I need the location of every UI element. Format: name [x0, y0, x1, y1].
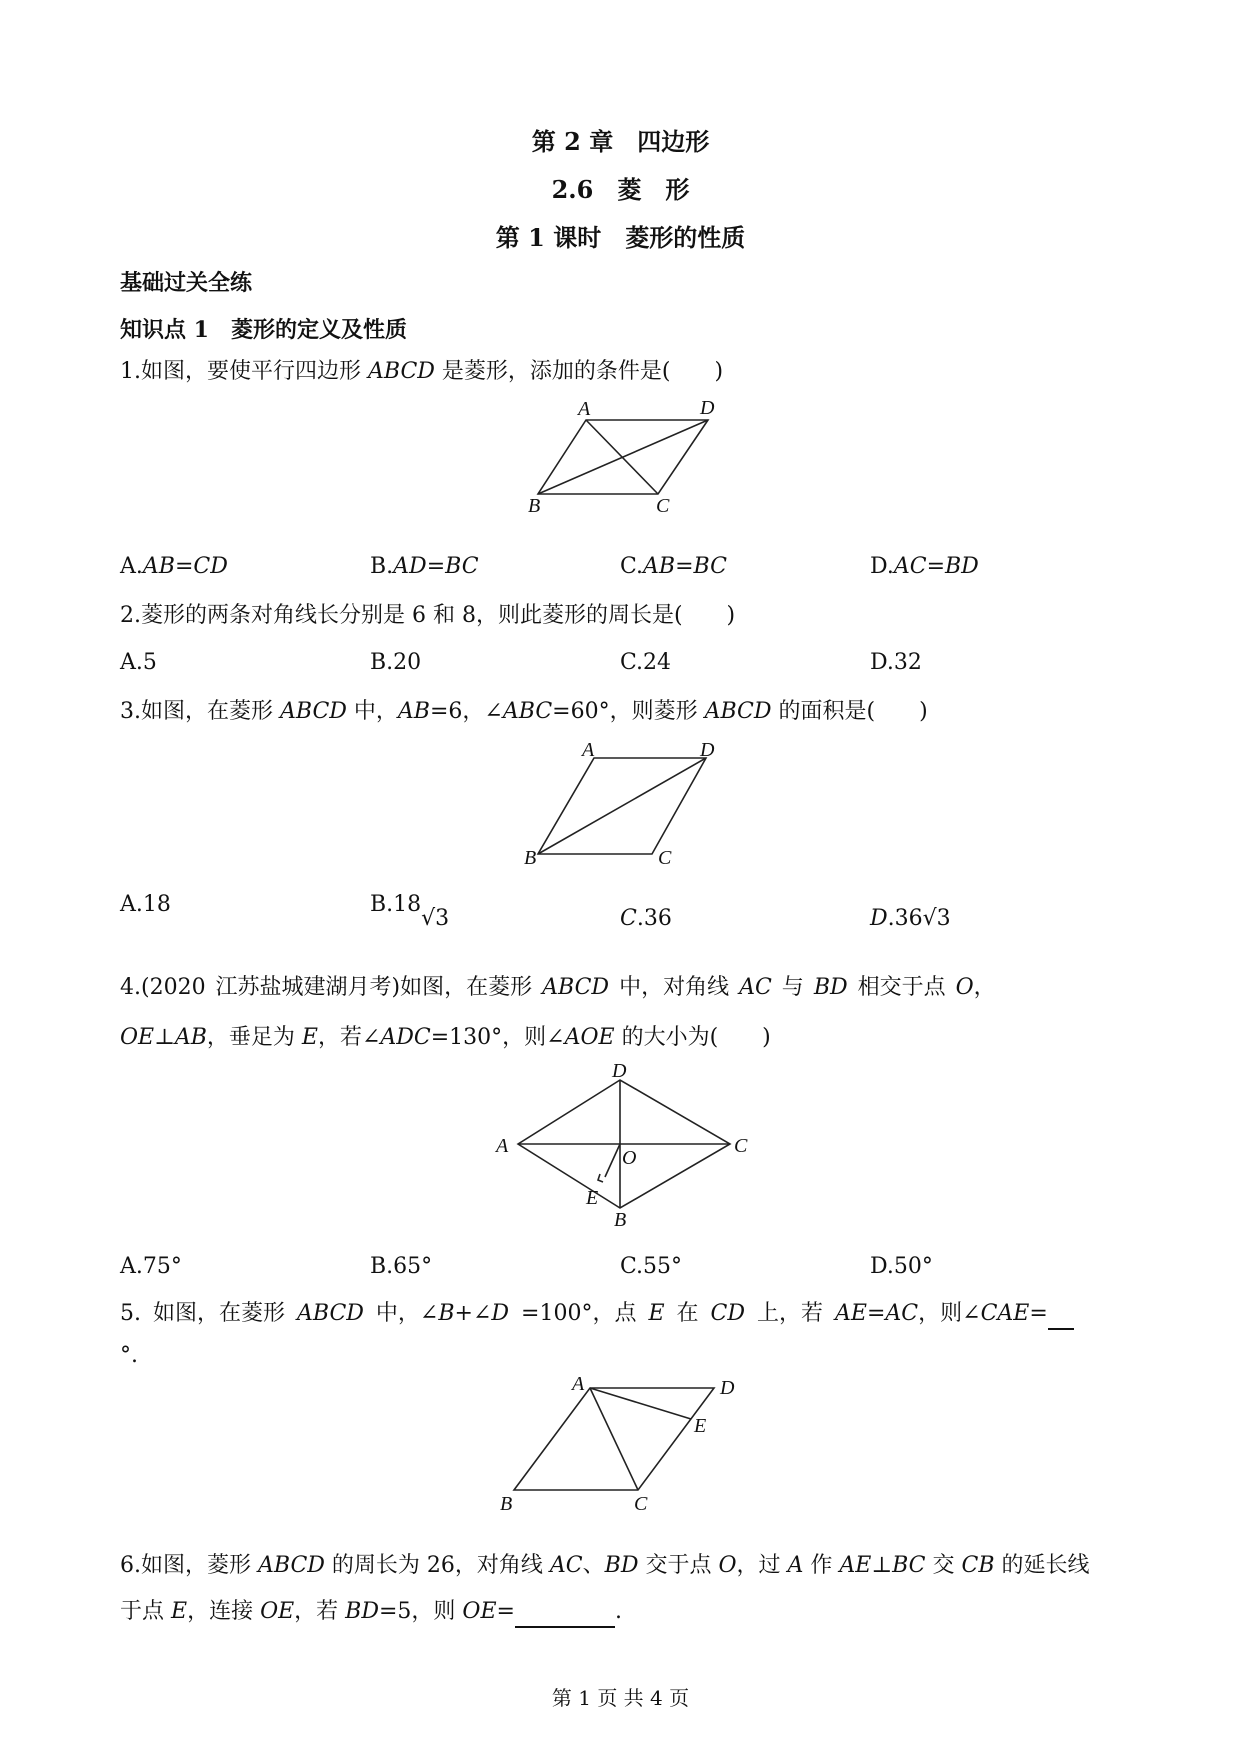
label-D: D: [720, 1377, 735, 1399]
q3-option-a[interactable]: A.18: [120, 892, 171, 917]
question-6-line-1: 6.如图，菱形 ABCD 的周长为 26，对角线 AC、BD 交于点 O，过 A 作 AE⊥BC 交 CB 的延长线: [120, 1553, 1090, 1578]
q4-option-b[interactable]: B.65°: [370, 1254, 433, 1279]
label-C: C: [656, 495, 670, 516]
page-footer: 第 1 页 共 4 页: [551, 1686, 690, 1710]
q1-option-c[interactable]: C.AB=BC: [620, 554, 727, 579]
question-4-line-1: 4.(2020 江苏盐城建湖月考)如图，在菱形 ABCD 中，对角线 AC 与 BD 相交于点 O，: [120, 975, 996, 1000]
q1-option-d[interactable]: D.AC=BD: [870, 554, 979, 579]
q4-option-c[interactable]: C.55°: [620, 1254, 683, 1279]
label-B: B: [500, 1493, 513, 1515]
label-A: A: [496, 1135, 509, 1157]
label-C: C: [634, 1493, 648, 1515]
label-D: D: [612, 1060, 627, 1082]
question-6-line-2: 于点 E，连接 OE，若 BD=5，则 OE= .: [120, 1596, 622, 1628]
q3-option-d[interactable]: D.36√3: [870, 906, 951, 931]
q4-option-a[interactable]: A.75°: [120, 1254, 182, 1279]
question-3-stem: 3.如图，在菱形 ABCD 中，AB=6，∠ABC=60°，则菱形 ABCD 的面积是( ): [120, 699, 928, 724]
label-B: B: [528, 495, 541, 516]
label-B: B: [524, 847, 537, 869]
figure-q3: [520, 736, 730, 871]
answer-blank-q6[interactable]: [515, 1604, 615, 1628]
q1-option-b[interactable]: B.AD=BC: [370, 554, 479, 579]
label-D: D: [700, 397, 715, 419]
section-title: 2.6 菱 形: [551, 175, 690, 204]
answer-blank-q5[interactable]: [1048, 1306, 1074, 1330]
question-5-stem: 5. 如图，在菱形 ABCD 中，∠B+∠D =100°，点 E 在 CD 上，若 AE=AC，则∠CAE=: [120, 1298, 1074, 1330]
label-D: D: [700, 739, 715, 761]
label-A: A: [582, 739, 595, 761]
label-B: B: [614, 1209, 627, 1230]
q3-option-c[interactable]: C.36: [620, 906, 672, 931]
label-E: E: [586, 1187, 599, 1209]
q2-option-b[interactable]: B.20: [370, 650, 422, 675]
q4-option-d[interactable]: D.50°: [870, 1254, 933, 1279]
figure-q5: [490, 1376, 760, 1526]
question-2-stem: 2.菱形的两条对角线长分别是 6 和 8，则此菱形的周长是( ): [120, 603, 736, 628]
label-O: O: [622, 1147, 637, 1169]
label-A: A: [572, 1376, 585, 1395]
q2-option-a[interactable]: A.5: [120, 650, 157, 675]
figure-q4: [490, 1060, 760, 1230]
knowledge-point: 知识点 1 菱形的定义及性质: [120, 317, 407, 343]
q1-option-a[interactable]: A.AB=CD: [120, 554, 228, 579]
question-5-tail: °.: [120, 1343, 138, 1368]
lesson-title: 第 1 课时 菱形的性质: [495, 223, 746, 252]
figure-q1: [520, 396, 730, 516]
question-1-stem: 1.如图，要使平行四边形 ABCD 是菱形，添加的条件是( ): [120, 359, 724, 384]
label-A: A: [578, 398, 591, 420]
label-C: C: [658, 847, 672, 869]
label-E: E: [694, 1415, 707, 1437]
q3-option-b[interactable]: B.18√3: [370, 892, 450, 931]
question-4-line-2: OE⊥AB，垂足为 E，若∠ADC=130°，则∠AOE 的大小为( ): [120, 1025, 771, 1050]
chapter-title: 第 2 章 四边形: [531, 127, 710, 156]
label-C: C: [734, 1135, 748, 1157]
q2-option-d[interactable]: D.32: [870, 650, 922, 675]
q2-option-c[interactable]: C.24: [620, 650, 672, 675]
practice-title: 基础过关全练: [120, 270, 253, 296]
